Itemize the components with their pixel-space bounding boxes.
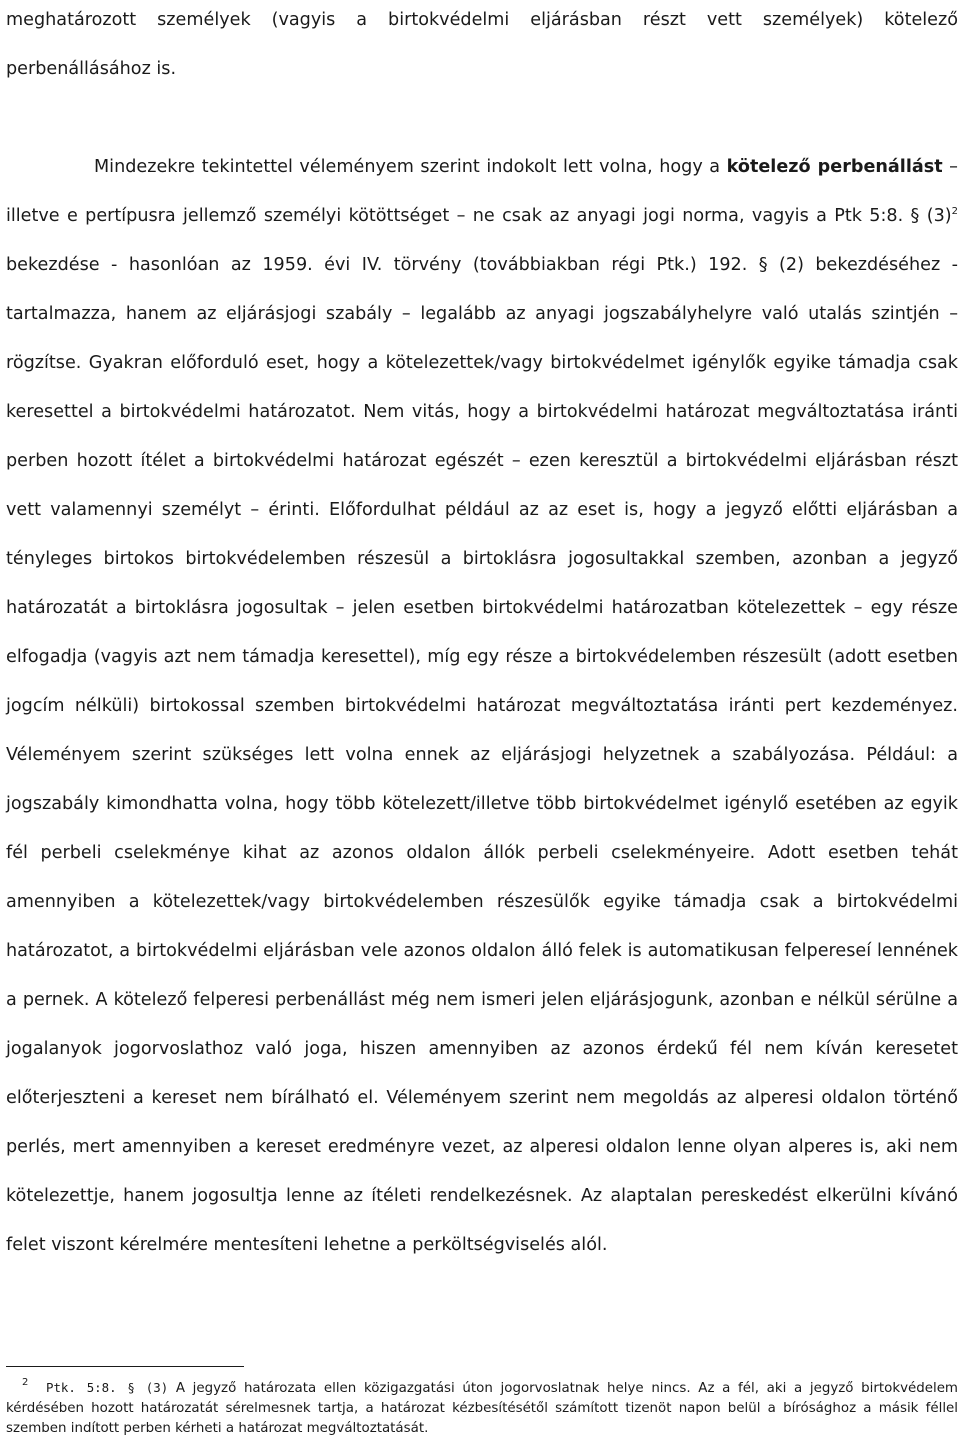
paragraph-main xyxy=(6,143,958,1270)
document-page xyxy=(6,0,958,1270)
paragraph-2-part-3: bekezdése - hasonlóan az 1959. évi IV. törvény (továbbiakban régi Ptk.) 192. § (2) bekezdéséhez - tartalmazza, hanem az eljárásjogi szabály – legalább az anyagi jogszabályhelyre való utalás szintjén – rögzítse. Gyakran előforduló eset, hogy a kötelezettek/vagy birtokvédelmet igénylők egyike támadja csak keresettel a birtokvédelmi határozatot. Nem vitás, hogy a birtokvédelmi határozat megváltoztatása iránti perben hozott ítélet a birtokvédelmi határozat egészét – ezen keresztül a birtokvédelmi eljárásban részt vett valamennyi személyt – érinti. Előfordulhat például az az eset is, hogy a jegyző előtti eljárásban a tényleges birtokos birtokvédelemben részesül a birtoklásra jogosultakkal szemben, azonban a jegyző határozatát a birtoklásra jogosultak – jelen esetben birtokvédelmi határozatban kötelezettek – egy része elfogadja (vagyis azt nem támadja keresettel), míg egy része a birtokvédelemben részesült (adott esetben jogcím nélküli) birtokossal szemben birtokvédelmi határozat megváltoztatása iránti pert kezdeményez. Véleményem szerint szükséges lett volna ennek az eljárásjogi helyzetnek a szabályozása. Például: a jogszabály kimondhatta volna, hogy több kötelezett/illetve több birtokvédelmet igénylő esetében az egyik fél perbeli cselekménye kihat az azonos oldalon állók perbeli cselekményeire. Adott esetben tehát amennyiben a kötelezettek/vagy birtokvédelemben részesülők egyike támadja csak a birtokvédelmi határozatot, a birtokvédelmi eljárásban vele azonos oldalon álló felek is automatikusan felpereseí lennének a pernek. A kötelező felperesi perbenállást még nem ismeri jelen eljárásjogunk, azonban e nélkül sérülne a jogalanyok jogorvoslathoz való joga, hiszen amennyiben az azonos érdekű fél nem kíván keresetet előterjeszteni a kereset nem bírálható el. Véleményem szerint nem megoldás az alperesi oldalon történő perlés, mert amennyiben a kereset eredményre vezet, az alperesi oldalon lenne olyan alperes is, aki nem kötelezettje, hanem jogosultja lenne az ítéleti rendelkezésnek. Az alaptalan pereskedést elkerülni kívánó felet viszont kérelmére mentesíteni lehetne a perköltségviselés alól. xyxy=(6,255,958,1255)
bold-term-mandatory-joinder: kötelező perbenállást xyxy=(726,157,943,177)
paragraph-2-part-2: – illetve e pertípusra jellemző személyi kötöttséget – ne csak az anyagi jogi norma, vagyis a Ptk 5:8. § (3) xyxy=(6,157,958,226)
footnote-separator xyxy=(6,1366,244,1367)
footnote-ref: Ptk. 5:8. § (3) xyxy=(46,1380,169,1395)
paragraph-2-part-1: Mindezekre tekintettel véleményem szerint indokolt lett volna, hogy a xyxy=(94,157,727,177)
paragraph-continuation xyxy=(6,0,958,94)
footnote-reference[interactable]: 2 xyxy=(951,206,958,217)
footnote-text: A jegyző határozata ellen közigazgatási úton jogorvoslatnak helye nincs. Az a fél, aki a jegyző birtokvédelem kérdésében hozott határozatát sérelmesnek tartja, a határozat kézbesítésétől számított tizenöt napon belül a bírósághoz a másik féllel szemben indított perben kérheti a határozat megváltoztatását. xyxy=(6,1381,958,1436)
paragraph-1-text: meghatározott személyek (vagyis a birtokvédelmi eljárásban részt vett személyek) kötelező perbenállásához is. xyxy=(6,10,958,79)
paragraph-gap xyxy=(6,94,958,143)
footnote-number: 2 xyxy=(22,1377,29,1388)
footnote xyxy=(6,1378,958,1439)
